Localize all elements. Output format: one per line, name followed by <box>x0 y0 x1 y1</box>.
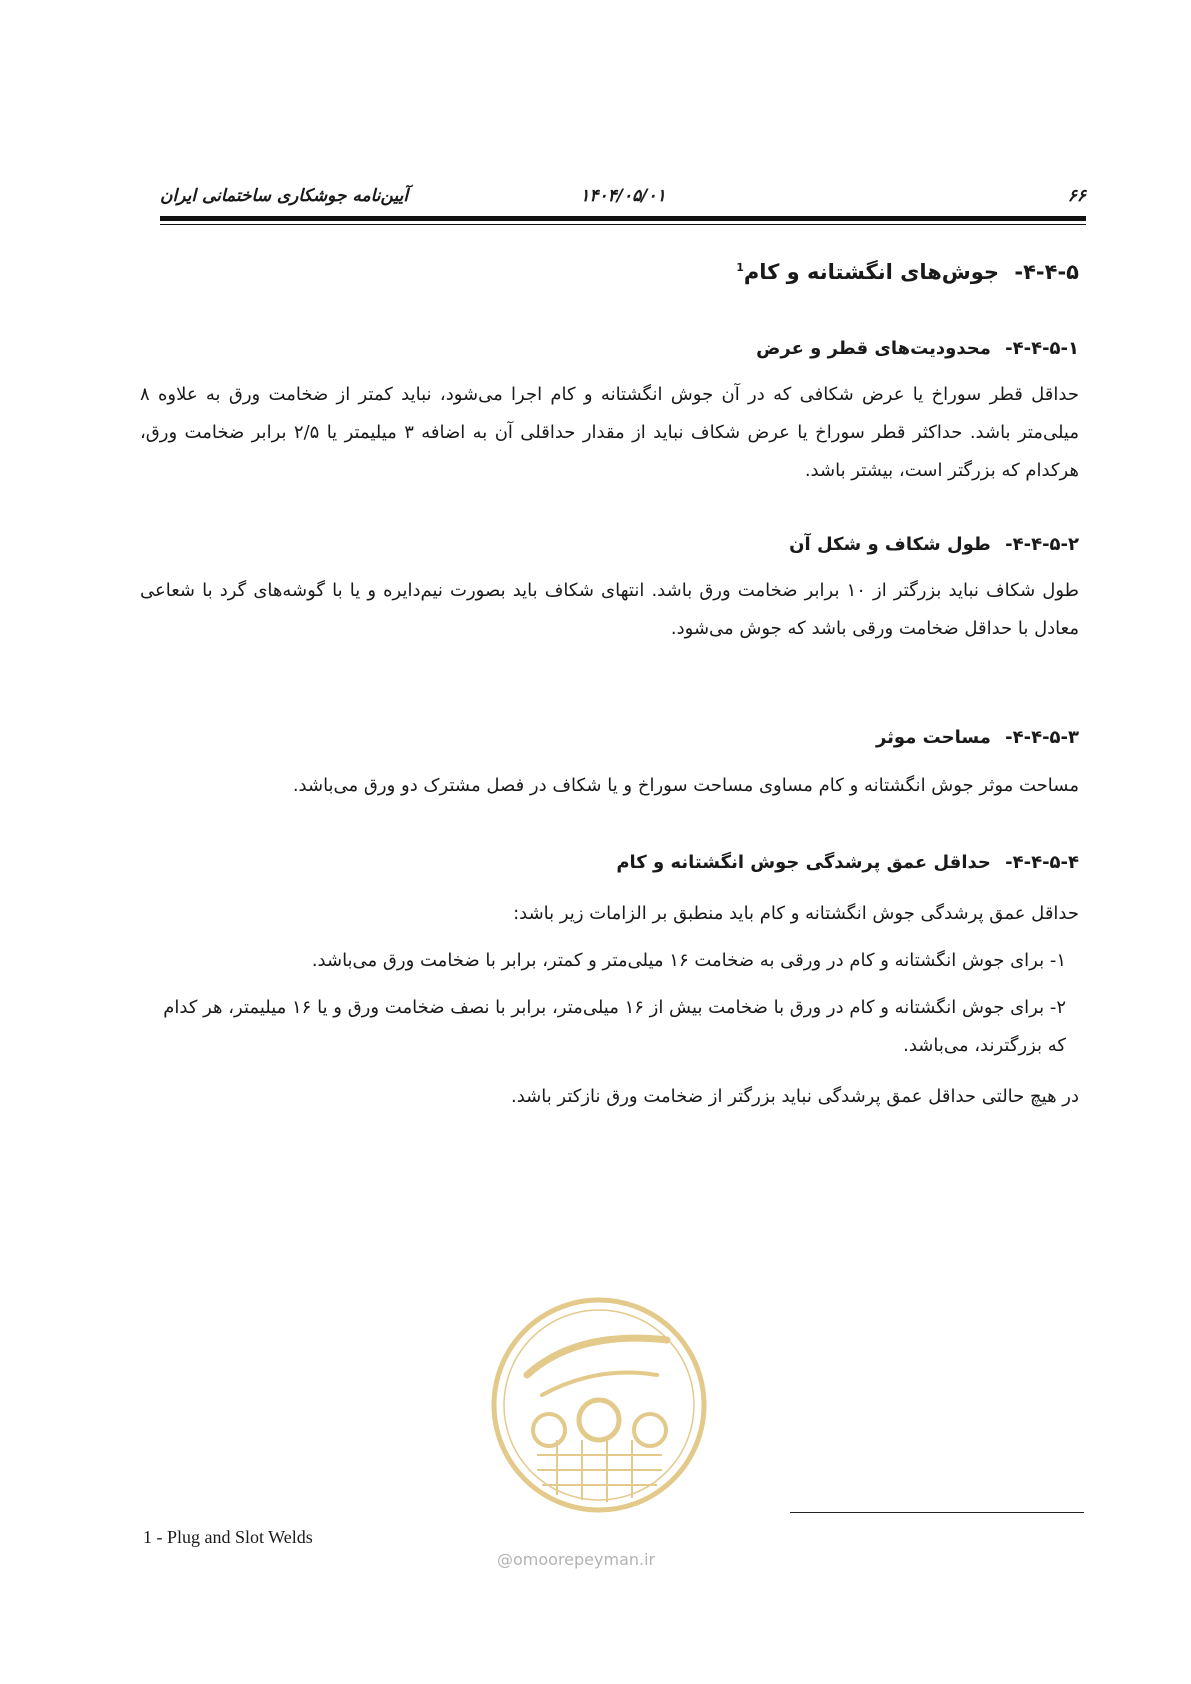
footnote-rule <box>790 1512 1084 1513</box>
header-date: ۱۴۰۴/۰۵/۰۱ <box>580 186 666 206</box>
sub2-title: طول شکاف و شکل آن <box>789 534 991 555</box>
sub4-title: حداقل عمق پرشدگی جوش انگشتانه و کام <box>616 852 991 873</box>
sub1-title: محدودیت‌های قطر و عرض <box>756 338 991 359</box>
sub3-heading <box>140 727 1079 748</box>
sub4-closing: در هیچ حالتی حداقل عمق پرشدگی نباید بزرگتر از ضخامت ورق نازکتر باشد. <box>510 1086 1079 1107</box>
sub3-number: ۴-۴-۵-۳- <box>1005 727 1079 748</box>
page-number: ۶۶ <box>1067 186 1086 206</box>
sub4-item-1: ۱- برای جوش انگشتانه و کام در ورقی به ضخامت ۱۶ میلی‌متر و کمتر، برابر با ضخامت ورق می‌باشد. <box>311 950 1066 971</box>
page-header <box>160 186 1086 216</box>
sub4-intro: حداقل عمق پرشدگی جوش انگشتانه و کام باید منطبق بر الزامات زیر باشد: <box>513 903 1079 924</box>
watermark-logo <box>487 1280 712 1550</box>
sub4-item-2: ۲- برای جوش انگشتانه و کام در ورق با ضخامت بیش از ۱۶ میلی‌متر، برابر با نصف ضخامت ورق و یا ۱۶ میلیمتر، هر کدام که بزرگترند، می‌باشد. <box>163 997 1066 1056</box>
header-title: آیین‌نامه جوشکاری ساختمانی ایران <box>160 186 409 206</box>
sub1-paragraph: حداقل قطر سوراخ یا عرض شکافی که در آن جوش انگشتانه و کام اجرا می‌شود، نباید کمتر از ضخامت ورق به علاوه ۸ میلی‌متر باشد. حداکثر قطر سوراخ یا عرض شکاف نباید از مقدار حداقلی آن به اضافه ۳ میلیمتر یا ۲/۵ برابر ضخامت ورق، هرکدام که بزرگتر است، بیشتر باشد. <box>140 384 1079 481</box>
sub2-number: ۴-۴-۵-۲- <box>1005 534 1079 555</box>
section-heading <box>140 260 1079 284</box>
sub2-heading <box>140 534 1079 555</box>
sub4-number: ۴-۴-۵-۴- <box>1005 852 1079 873</box>
sub3-paragraph: مساحت موثر جوش انگشتانه و کام مساوی مساحت سوراخ و یا شکاف در فصل مشترک دو ورق می‌باشد. <box>292 775 1079 796</box>
footnote: 1 - Plug and Slot Welds <box>143 1527 313 1547</box>
header-rule-thick <box>160 216 1086 221</box>
section-title: جوش‌های انگشتانه و کام <box>743 260 1000 284</box>
footnote-mark: 1 <box>736 261 744 274</box>
header-rule-thin <box>160 224 1086 225</box>
sub4-heading <box>140 852 1079 873</box>
sub2-paragraph: طول شکاف نباید بزرگتر از ۱۰ برابر ضخامت ورق باشد. انتهای شکاف باید بصورت نیم‌دایره و یا با گوشه‌های گرد با شعاعی معادل با حداقل ضخامت ورقی باشد که جوش می‌شود. <box>140 580 1079 639</box>
watermark-url: @omoorepeyman.ir <box>497 1550 656 1569</box>
sub1-number: ۴-۴-۵-۱- <box>1005 338 1079 359</box>
sub1-heading <box>140 338 1079 359</box>
section-number: ۴-۴-۵- <box>1014 260 1079 284</box>
sub3-title: مساحت موثر <box>875 727 991 748</box>
